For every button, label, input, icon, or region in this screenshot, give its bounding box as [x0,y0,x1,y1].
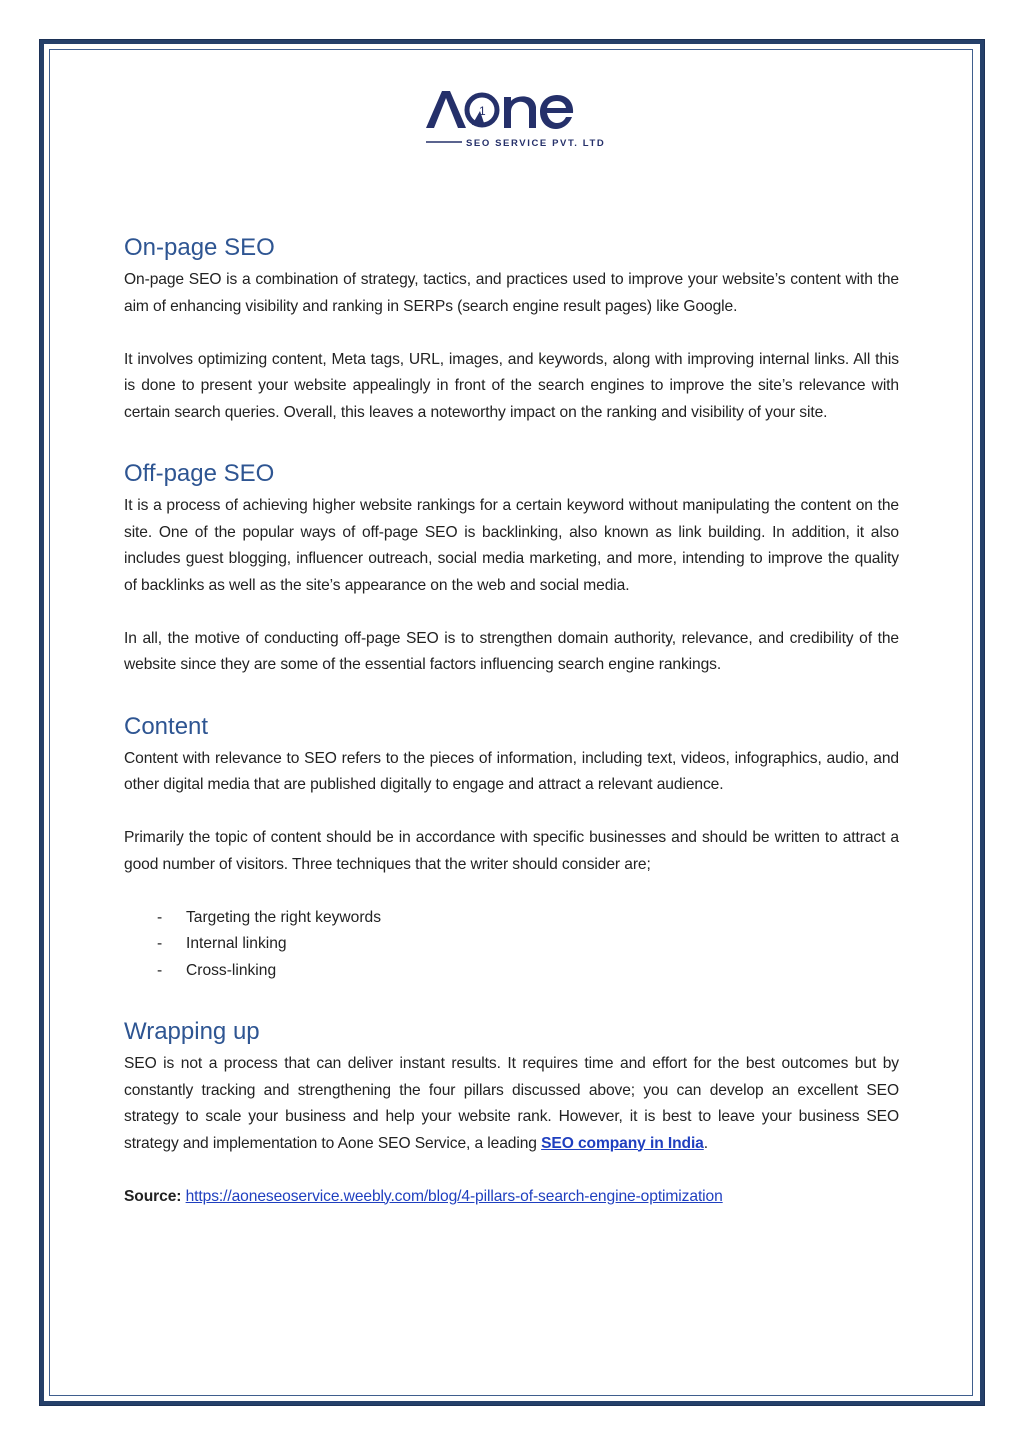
heading-content: Content [124,712,209,740]
list-dash: - [157,961,163,979]
section-on-page-seo [124,232,899,426]
paragraph-end: . [703,1134,708,1152]
paragraph: Primarily the topic of content should be in accordance with specific businesses and should be written to attract a good number of visitors. Three techniques that the writer should consider are; [124,829,899,873]
logo-tagline: SEO SERVICE PVT. LTD [466,138,604,149]
list-dash: - [157,935,163,952]
logo-badge-number: 1 [479,104,486,118]
paragraph: In all, the motive of conducting off-page SEO is to strengthen domain authority, relevance, and credibility of the website since they are some of the essential factors influencing search engine rankings. [124,629,899,673]
techniques-list [124,905,899,985]
source-label: Source: [124,1187,182,1205]
section-content [124,711,899,985]
list-item-text: Targeting the right keywords [186,908,382,926]
list-dash: - [157,908,163,926]
paragraph-text: SEO is not a process that can deliver instant results. It requires time and effort for the best outcomes but by constantly tracking and strengthening the four pillars discussed above; you can develop an excellent SEO strategy to scale your business and help your website rank. However, it is best to leave your business SEO strategy and implementation to Aone SEO Service, a leading [124,1055,899,1152]
heading-on-page-seo: On-page SEO [124,234,275,261]
list-item [124,958,899,985]
paragraph [124,1051,899,1157]
paragraph: It is a process of achieving higher website rankings for a certain keyword without manipulating the content on the site. One of the popular ways of off-page SEO is backlinking, also known as link building. In addition, it also includes guest blogging, influencer outreach, social media marketing, and more, intending to improve the quality of backlinks as well as the site’s appearance on the web and social media. [124,497,899,594]
source-line [124,1184,899,1211]
section-wrapping-up [124,1016,899,1210]
aone-logo-graphic [424,83,604,153]
aone-logo [424,83,604,153]
paragraph: On-page SEO is a combination of strategy, tactics, and practices used to improve your website’s content with the aim of enhancing visibility and ranking in SERPs (search engine result pages) like Google. [124,271,899,315]
heading-off-page-seo: Off-page SEO [124,460,275,487]
paragraph: Content with relevance to SEO refers to the pieces of information, including text, videos, infographics, audio, and other digital media that are published digitally to engage and attract a relevant audience. [124,749,899,793]
list-item [124,931,899,958]
source-link[interactable]: https://aoneseoservice.weebly.com/blog/4-pillars-of-search-engine-optimization [185,1187,723,1205]
article-body [124,232,899,1210]
list-item-text: Cross-linking [186,961,277,979]
heading-wrapping-up: Wrapping up [124,1018,260,1045]
section-off-page-seo [124,458,899,679]
seo-company-india-link[interactable]: SEO company in India [541,1134,704,1152]
list-item [124,905,899,932]
paragraph: It involves optimizing content, Meta tags, URL, images, and keywords, along with improving internal links. All this is done to present your website appealingly in front of the search engines to improve the site’s relevance with certain search queries. Overall, this leaves a noteworthy impact on the ranking and visibility of your site. [124,350,899,421]
list-item-text: Internal linking [186,935,287,952]
